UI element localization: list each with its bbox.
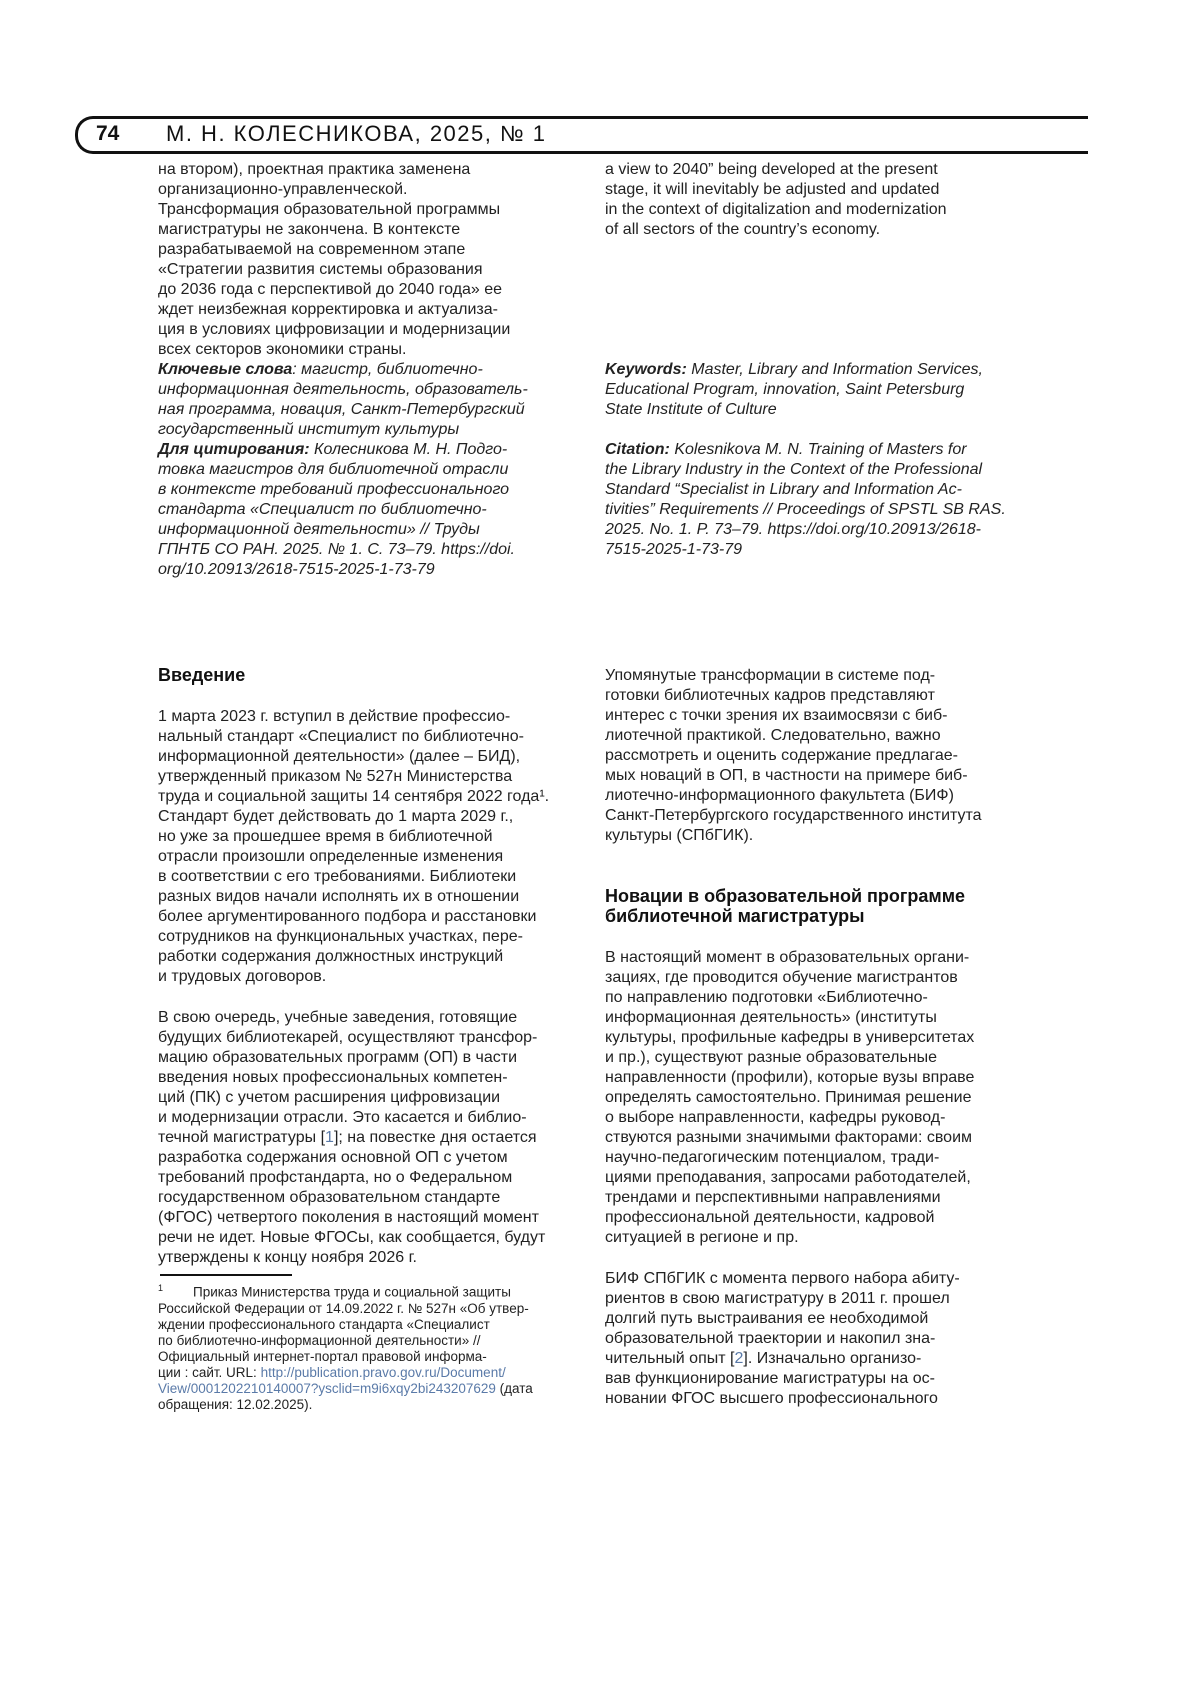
footnote-line: по библиотечно-информационной деятельности» // [158,1333,558,1349]
citation-line: 2025. No. 1. P. 73–79. https://doi.org/10.20913/2618- [605,520,1006,540]
text-line: требований профстандарта, но о Федеральном [158,1168,545,1188]
intro-paragraph-1 [158,707,549,987]
text-line: мацию образовательных программ (ОП) в части [158,1048,545,1068]
text-line: разработка содержания основной ОП с учетом [158,1148,545,1168]
text-line: ция в условиях цифровизации и модернизации [158,320,510,340]
text-line: зациях, где проводится обучение магистрантов [605,968,974,988]
text-line: речи не идет. Новые ФГОСы, как сообщается, будут [158,1228,545,1248]
text-line: БИФ СПбГИК с момента первого набора абиту- [605,1269,960,1289]
text-line: лиотечно-информационного факультета (БИФ) [605,786,982,806]
text-line: «Стратегии развития системы образования [158,260,510,280]
reference-link[interactable]: 2 [734,1350,743,1367]
text-line: a view to 2040” being developed at the present [605,160,947,180]
section2-paragraph-1 [605,948,974,1248]
footnote-mark: 1 [158,1283,163,1293]
keywords-line: State Institute of Culture [605,400,983,420]
text-line: новании ФГОС высшего профессионального [605,1389,960,1409]
text-line: 1 марта 2023 г. вступил в действие профессио- [158,707,549,727]
citation-ru [158,440,515,580]
footnote-url-link-cont[interactable]: View/0001202210140007?ysclid=m9i6xqy2bi243207629 [158,1381,496,1396]
text-line: рассмотреть и оценить содержание предлагае- [605,746,982,766]
text-line: ситуацией в регионе и пр. [605,1228,974,1248]
keywords-line: Educational Program, innovation, Saint Petersburg [605,380,983,400]
text-line: на втором), проектная практика заменена [158,160,510,180]
citation-line: tivities” Requirements // Proceedings of SPSTL SB RAS. [605,500,1006,520]
footnote-line: Приказ Министерства труда и социальной защиты [193,1285,511,1300]
section-heading-innovations [605,886,965,926]
citation-line: the Library Industry in the Context of the Professional [605,460,1006,480]
abstract-ru-end [158,160,510,360]
heading-line: библиотечной магистратуры [605,906,965,926]
footnote [158,1280,558,1413]
text-line: разных видов начали исполнять их в отношении [158,887,549,907]
text-line: утверждены к концу ноября 2026 г. [158,1248,545,1268]
keywords-ru [158,360,528,440]
keywords-en [605,360,983,420]
text-line: в соответствии с его требованиями. Библиотеки [158,867,549,887]
text-line: культуры (СПбГИК). [605,826,982,846]
text-line: труда и социальной защиты 14 сентября 2022 года¹. [158,787,549,807]
keywords-line: : магистр, библиотечно- [292,361,483,378]
text-line: чительный опыт [2]. Изначально организо- [605,1349,960,1369]
text-line: информационной деятельности» (далее – БИД), [158,747,549,767]
text-line: работки содержания должностных инструкций [158,947,549,967]
text-line: утвержденный приказом № 527н Министерства [158,767,549,787]
citation-en-label: Citation: [605,441,670,458]
text-line: (ФГОС) четвертого поколения в настоящий момент [158,1208,545,1228]
footnote-url-link[interactable]: http://publication.pravo.gov.ru/Document/ [261,1365,506,1380]
heading-line: Новации в образовательной программе [605,886,965,906]
text-line: научно-педагогическим потенциалом, тради- [605,1148,974,1168]
text-line: и модернизации отрасли. Это касается и библио- [158,1108,545,1128]
section2-paragraph-2 [605,1269,960,1409]
text-line: ствуются разными значимыми факторами: своим [605,1128,974,1148]
citation-line: Колесникова М. Н. Подго- [310,441,508,458]
text-line: нальный стандарт «Специалист по библиотечно- [158,727,549,747]
text-line: всех секторов экономики страны. [158,340,510,360]
footnote-line: Официальный интернет-портал правовой информа- [158,1349,558,1365]
text-line: течной магистратуры [1]; на повестке дня остается [158,1128,545,1148]
text-line: разрабатываемой на современном этапе [158,240,510,260]
text-line: вав функционирование магистратуры на ос- [605,1369,960,1389]
text-line: ждет неизбежная корректировка и актуализа- [158,300,510,320]
text-line: направленности (профили), которые вузы вправе [605,1068,974,1088]
text-line: определять самостоятельно. Принимая решение [605,1088,974,1108]
intro-paragraph-3 [605,666,982,846]
keywords-ru-label: Ключевые слова [158,361,292,378]
text-line: по направлению подготовки «Библиотечно- [605,988,974,1008]
section-heading-intro: Введение [158,665,245,685]
text-line: информационная деятельность» (институты [605,1008,974,1028]
footnote-line: Российской Федерации от 14.09.2022 г. № 527н «Об утвер- [158,1301,558,1317]
keywords-line: информационная деятельность, образователь- [158,380,528,400]
footnote-divider [160,1274,292,1276]
citation-line: товка магистров для библиотечной отрасли [158,460,515,480]
text-line: готовки библиотечных кадров представляют [605,686,982,706]
citation-ru-label: Для цитирования: [158,441,310,458]
text-line: и пр.), существуют разные образовательные [605,1048,974,1068]
text-line: Трансформация образовательной программы [158,200,510,220]
citation-line: Standard “Specialist in Library and Information Ac- [605,480,1006,500]
intro-paragraph-2 [158,1008,545,1268]
citation-en [605,440,1006,560]
text-line: трендами и перспективными направлениями [605,1188,974,1208]
text-line: организационно-управленческой. [158,180,510,200]
text-line: отрасли произошли определенные изменения [158,847,549,867]
citation-line: информационной деятельности» // Труды [158,520,515,540]
text-line: государственном образовательном стандарте [158,1188,545,1208]
keywords-line: ная программа, новация, Санкт-Петербургский [158,400,528,420]
keywords-en-label: Keywords: [605,361,687,378]
text-line: и трудовых договоров. [158,967,549,987]
text-line: сотрудников на функциональных участках, пере- [158,927,549,947]
citation-line: стандарта «Специалист по библиотечно- [158,500,515,520]
citation-line: Kolesnikova M. N. Training of Masters for [670,441,967,458]
text-line: Санкт-Петербургского государственного института [605,806,982,826]
text-line: до 2036 года с перспективой до 2040 года» ее [158,280,510,300]
text-line: in the context of digitalization and modernization [605,200,947,220]
text-line: Стандарт будет действовать до 1 марта 2029 г., [158,807,549,827]
citation-line: org/10.20913/2618-7515-2025-1-73-79 [158,560,515,580]
text-line: ций (ПК) с учетом расширения цифровизации [158,1088,545,1108]
citation-line: 7515-2025-1-73-79 [605,540,1006,560]
text-line: магистратуры не закончена. В контексте [158,220,510,240]
text-line: но уже за прошедшее время в библиотечной [158,827,549,847]
footnote-access-date: (дата [496,1381,533,1396]
text-line: образовательной траектории и накопил зна- [605,1329,960,1349]
citation-line: в контексте требований профессионального [158,480,515,500]
text-line: интерес с точки зрения их взаимосвязи с биб- [605,706,982,726]
footnote-line: обращения: 12.02.2025). [158,1397,558,1413]
text-line: В настоящий момент в образовательных органи- [605,948,974,968]
text-line: будущих библиотекарей, осуществляют трансфор- [158,1028,545,1048]
text-line: циями преподавания, запросами работодателей, [605,1168,974,1188]
text-line: of all sectors of the country’s economy. [605,220,947,240]
text-line: культуры, профильные кафедры в университетах [605,1028,974,1048]
text-line: о выборе направленности, кафедры руковод- [605,1108,974,1128]
footnote-line: ции : сайт. URL: [158,1365,261,1380]
text-line: риентов в свою магистратуру в 2011 г. прошел [605,1289,960,1309]
keywords-line: государственный институт культуры [158,420,528,440]
text-line: профессиональной деятельности, кадровой [605,1208,974,1228]
abstract-en-end [605,160,947,240]
text-line: stage, it will inevitably be adjusted and updated [605,180,947,200]
reference-link[interactable]: 1 [325,1129,334,1146]
text-line: долгий путь выстраивания ее необходимой [605,1309,960,1329]
text-line: В свою очередь, учебные заведения, готовящие [158,1008,545,1028]
keywords-line: Master, Library and Information Services, [687,361,983,378]
text-line: введения новых профессиональных компетен- [158,1068,545,1088]
footnote-line: ждении профессионального стандарта «Специалист [158,1317,558,1333]
page-number: 74 [96,122,119,146]
text-line: более аргументированного подбора и расстановки [158,907,549,927]
text-line: мых новаций в ОП, в частности на примере биб- [605,766,982,786]
text-line: лиотечной практикой. Следовательно, важно [605,726,982,746]
running-header [75,116,1088,154]
citation-line: ГПНТБ СО РАН. 2025. № 1. С. 73–79. https://doi. [158,540,515,560]
text-line: Упомянутые трансформации в системе под- [605,666,982,686]
running-title: М. Н. КОЛЕСНИКОВА, 2025, № 1 [166,121,546,147]
